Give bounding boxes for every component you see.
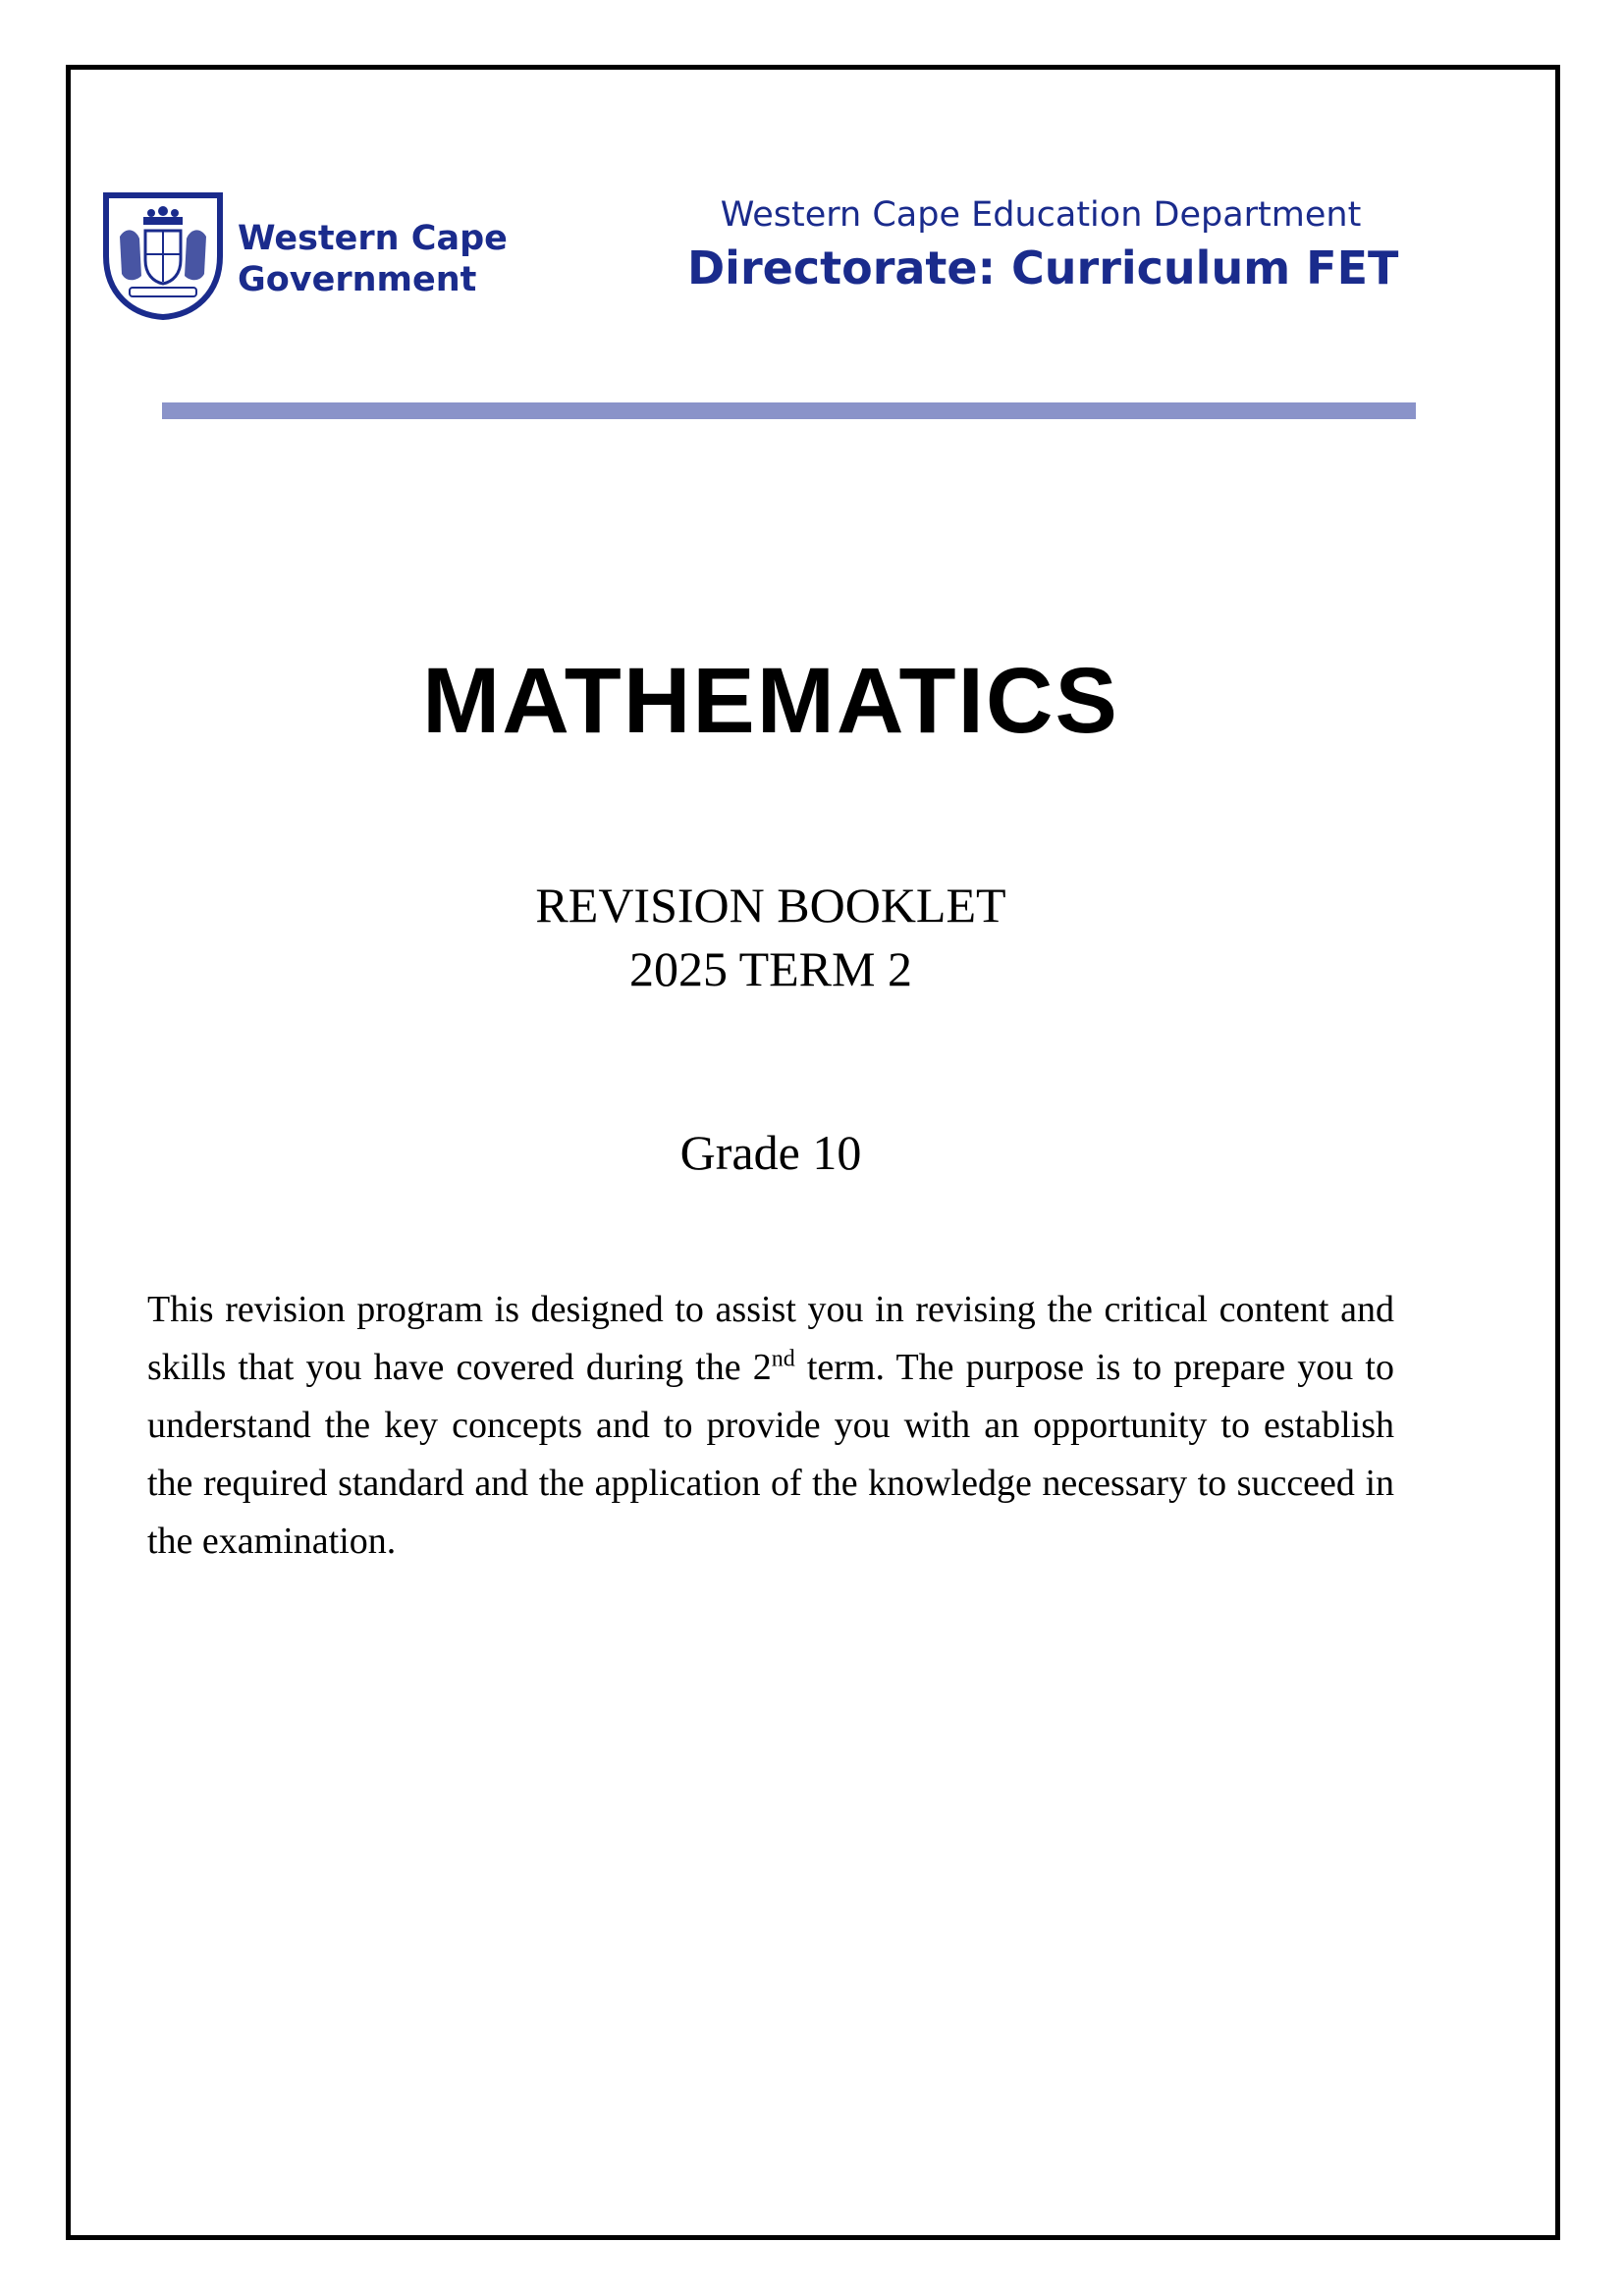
booklet-title: REVISION BOOKLET bbox=[535, 878, 1006, 933]
header-divider bbox=[162, 402, 1416, 419]
logo-line-1: Western Cape bbox=[238, 219, 508, 258]
department-header bbox=[687, 191, 1399, 297]
intro-text-end: term. The purpose is to prepare you to understand the key concepts and to provide you with an opportunity to establish the required standard and the application of the knowledge necessary to succeed in the examination. bbox=[147, 1347, 1394, 1562]
subject-title: MATHEMATICS bbox=[422, 649, 1119, 753]
directorate-title: Directorate: Curriculum FET bbox=[687, 241, 1399, 294]
booklet-heading bbox=[0, 874, 1542, 1001]
ordinal-suffix: nd bbox=[771, 1346, 795, 1372]
coat-of-arms-icon bbox=[100, 191, 226, 321]
department-name: Western Cape Education Department bbox=[720, 195, 1362, 235]
grade-label: Grade 10 bbox=[679, 1125, 862, 1180]
logo-text bbox=[238, 218, 508, 300]
intro-paragraph bbox=[147, 1281, 1394, 1571]
term-label: 2025 TERM 2 bbox=[629, 941, 912, 996]
western-cape-government-logo bbox=[100, 191, 532, 324]
intro-text-start: This revision program is designed to assist you in revising the critical content and skills that you have covered during the 2 bbox=[147, 1289, 1394, 1388]
logo-line-2: Government bbox=[238, 260, 477, 299]
